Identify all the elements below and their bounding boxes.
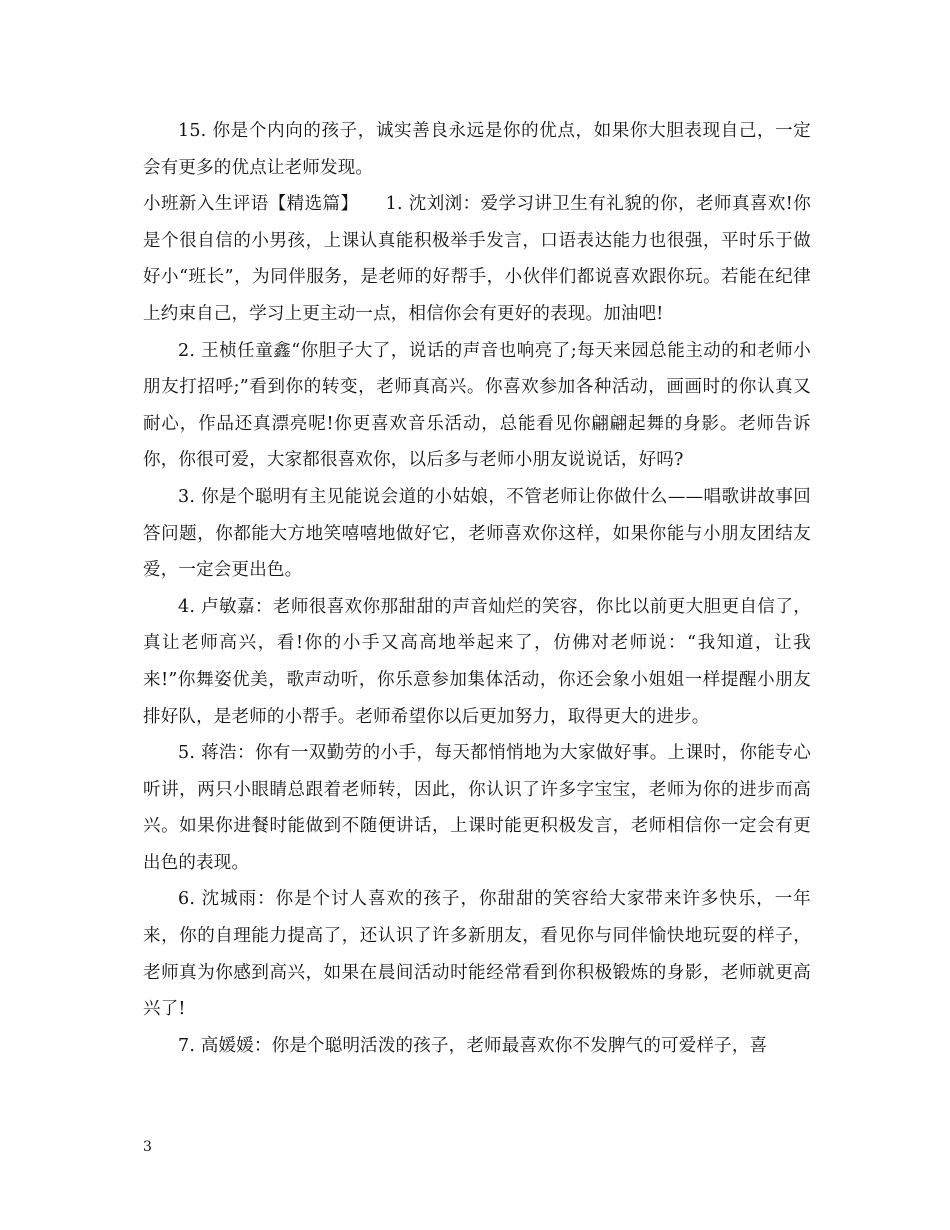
document-body [143,113,811,1064]
paragraph-6: 6. 沈城雨：你是个讨人喜欢的孩子，你甜甜的笑容给大家带来许多快乐，一年来，你的自理能力提高了，还认识了许多新朋友，看见你与同伴愉快地玩耍的样子，老师真为你感到高兴，如果在晨间活动时能经常看到你积极锻炼的身影，老师就更高兴了! [143,889,811,1020]
paragraph-2: 2. 王桢任童鑫“你胆子大了，说话的声音也响亮了;每天来园总能主动的和老师小朋友打招呼;”看到你的转变，老师真高兴。你喜欢参加各种活动，画画时的你认真又耐心，作品还真漂亮呢!你更喜欢音乐活动，总能看见你翩翩起舞的身影。老师告诉你，你很可爱，大家都很喜欢你，以后多与老师小朋友说说话，好吗? [143,340,811,471]
paragraph-5: 5. 蒋浩：你有一双勤劳的小手，每天都悄悄地为大家做好事。上课时，你能专心听讲，两只小眼睛总跟着老师转，因此，你认识了许多字宝宝，老师为你的进步而高兴。如果你进餐时能做到不随便讲话，上课时能更积极发言，老师相信你一定会有更出色的表现。 [143,743,811,873]
section-heading-paragraph: 小班新入生评语【精选篇】 1. 沈刘浏：爱学习讲卫生有礼貌的你，老师真喜欢!你是个很自信的小男孩，上课认真能积极举手发言，口语表达能力也很强，平时乐于做好小“班长”，为同伴服务，是老师的好帮手，小伙伴们都说喜欢跟你玩。若能在纪律上约束自己，学习上更主动一点，相信你会有更好的表现。加油吧! [143,194,811,324]
page-number: 3 [143,1139,152,1155]
paragraph-7: 7. 高媛媛：你是个聪明活泼的孩子，老师最喜欢你不发脾气的可爱样子，喜 [178,1035,768,1056]
paragraph-15: 15. 你是个内向的孩子，诚实善良永远是你的优点，如果你大胆表现自己，一定会有更多的优点让老师发现。 [143,121,811,178]
paragraph-3: 3. 你是个聪明有主见能说会道的小姑娘，不管老师让你做什么——唱歌讲故事回答问题，你都能大方地笑嘻嘻地做好它，老师喜欢你这样，如果你能与小朋友团结友爱，一定会更出色。 [143,486,811,581]
paragraph-4: 4. 卢敏嘉：老师很喜欢你那甜甜的声音灿烂的笑容，你比以前更大胆更自信了，真让老师高兴，看!你的小手又高高地举起来了，仿佛对老师说：“我知道，让我来!”你舞姿优美，歌声动听，你乐意参加集体活动，你还会象小姐姐一样提醒小朋友排好队，是老师的小帮手。老师希望你以后更加努力，取得更大的进步。 [143,596,811,727]
